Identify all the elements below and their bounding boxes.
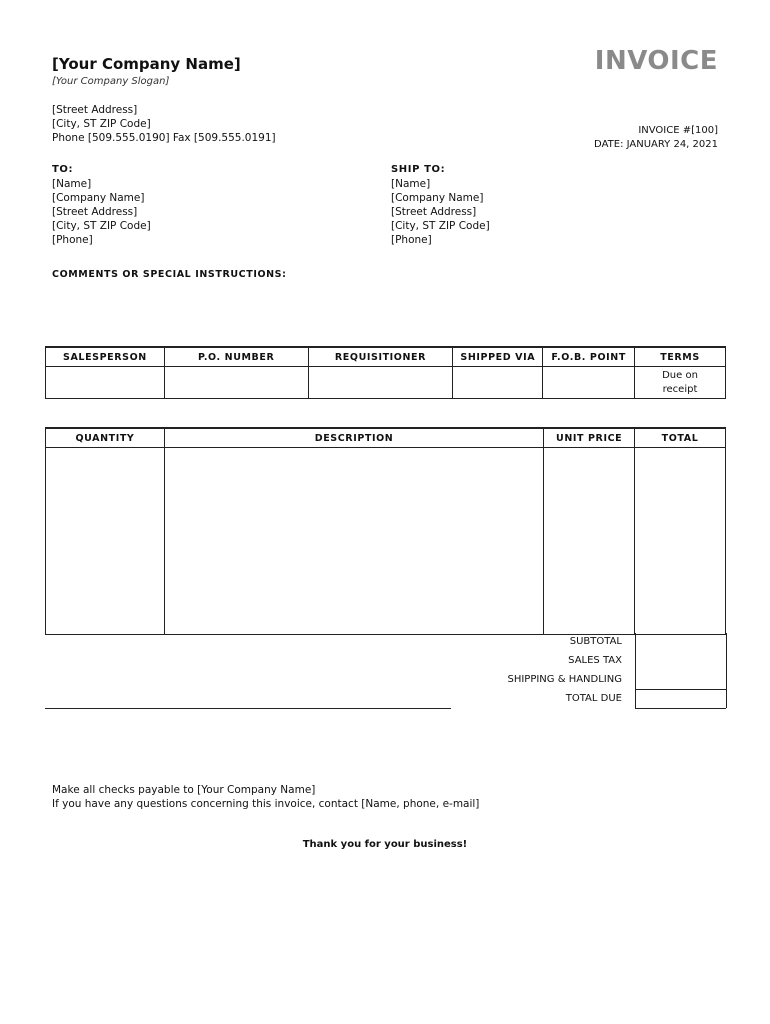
company-slogan: [Your Company Slogan] [52, 76, 170, 87]
fob-point-cell[interactable] [543, 367, 635, 399]
ship-to-city: [City, ST ZIP Code] [391, 220, 490, 232]
description-header: DESCRIPTION [164, 428, 543, 448]
sales-tax-label: SALES TAX [568, 655, 622, 666]
unit-price-cell[interactable] [544, 448, 635, 635]
line-items-table [45, 427, 726, 635]
total-header: TOTAL [635, 428, 726, 448]
bill-to-label: TO: [52, 164, 74, 175]
totals-bottom-border [635, 708, 726, 709]
ship-to-name: [Name] [391, 178, 431, 190]
quantity-header: QUANTITY [46, 428, 165, 448]
table-row [46, 448, 726, 635]
subtotal-label: SUBTOTAL [569, 636, 622, 647]
company-street: [Street Address] [52, 104, 138, 116]
terms-header: TERMS [635, 347, 726, 367]
ship-to-street: [Street Address] [391, 206, 477, 218]
bill-to-name: [Name] [52, 178, 92, 190]
company-city: [City, ST ZIP Code] [52, 118, 151, 130]
checks-payable-note: Make all checks payable to [Your Company Name] [52, 784, 316, 796]
total-due-label: TOTAL DUE [565, 693, 622, 704]
fob-point-header: F.O.B. POINT [543, 347, 635, 367]
ship-to-block [391, 163, 490, 247]
shipped-via-header: SHIPPED VIA [453, 347, 543, 367]
shipping-handling-label: SHIPPING & HANDLING [507, 674, 622, 685]
table-row [46, 367, 726, 399]
bill-to-city: [City, ST ZIP Code] [52, 220, 151, 232]
footer-notes [52, 783, 479, 811]
company-phone-fax: Phone [509.555.0190] Fax [509.555.0191] [52, 132, 276, 144]
po-number-cell[interactable] [164, 367, 308, 399]
ship-to-phone: [Phone] [391, 234, 432, 246]
company-name: [Your Company Name] [52, 55, 241, 73]
company-address [52, 103, 276, 145]
bill-to-block [52, 163, 151, 247]
bill-to-street: [Street Address] [52, 206, 138, 218]
questions-note: If you have any questions concerning this invoice, contact [Name, phone, e-mail] [52, 798, 480, 810]
invoice-meta [594, 124, 718, 152]
ship-to-company: [Company Name] [391, 192, 484, 204]
shipped-via-cell[interactable] [453, 367, 543, 399]
total-cell[interactable] [635, 448, 726, 635]
requisitioner-cell[interactable] [308, 367, 453, 399]
salesperson-cell[interactable] [46, 367, 165, 399]
requisitioner-header: REQUISITIONER [308, 347, 453, 367]
salesperson-header: SALESPERSON [46, 347, 165, 367]
po-number-header: P.O. NUMBER [164, 347, 308, 367]
bill-to-company: [Company Name] [52, 192, 145, 204]
terms-cell[interactable]: Due on receipt [635, 367, 726, 399]
description-cell[interactable] [164, 448, 543, 635]
ship-to-label: SHIP TO: [391, 164, 446, 175]
invoice-number: INVOICE #[100] [638, 125, 718, 136]
invoice-date: DATE: JANUARY 24, 2021 [594, 139, 718, 150]
comments-label: COMMENTS OR SPECIAL INSTRUCTIONS: [52, 269, 287, 280]
thank-you-note: Thank you for your business! [302, 839, 468, 850]
quantity-cell[interactable] [46, 448, 165, 635]
signature-line [45, 708, 451, 709]
order-info-table [45, 346, 726, 399]
unit-price-header: UNIT PRICE [544, 428, 635, 448]
totals-divider [635, 689, 726, 690]
totals-value-box[interactable] [635, 633, 727, 708]
bill-to-phone: [Phone] [52, 234, 93, 246]
invoice-title: INVOICE [594, 46, 718, 76]
